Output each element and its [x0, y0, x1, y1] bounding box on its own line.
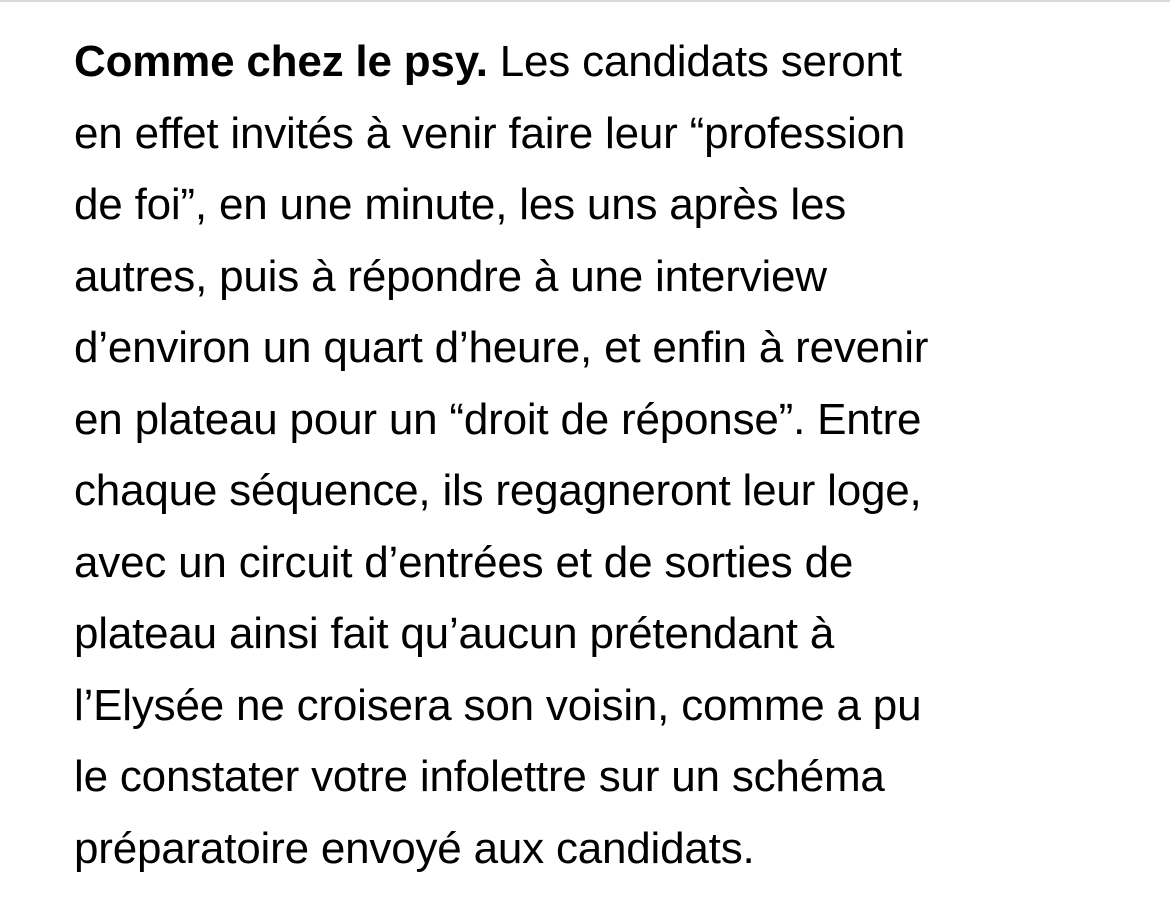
lead-heading: Comme chez le psy.: [74, 37, 488, 86]
paragraph-line: autres, puis à répondre à une interview: [74, 251, 827, 301]
paragraph-line: préparatoire envoyé aux candidats.: [74, 823, 755, 873]
paragraph-line: de foi”, en une minute, les uns après les: [74, 180, 847, 229]
paragraph-line: avec un circuit d’entrées et de sorties de: [74, 537, 854, 587]
article-paragraph: [74, 26, 1104, 884]
paragraph-line: l’Elysée ne croisera son voisin, comme a pu: [74, 680, 922, 730]
paragraph-line: en effet invités à venir faire leur “profession: [74, 108, 906, 158]
paragraph-line: en plateau pour un “droit de réponse”. Entre: [74, 394, 922, 444]
paragraph-line: plateau ainsi fait qu’aucun prétendant à: [74, 609, 835, 658]
paragraph-line: le constater votre infolettre sur un schéma: [74, 752, 885, 801]
paragraph-line-1-text: Les candidats seront: [487, 37, 902, 86]
paragraph-line: chaque séquence, ils regagneront leur loge,: [74, 466, 922, 515]
paragraph-line-1: [74, 26, 1104, 98]
paragraph-line: d’environ un quart d’heure, et enfin à revenir: [74, 323, 929, 372]
top-divider: [0, 0, 1170, 2]
